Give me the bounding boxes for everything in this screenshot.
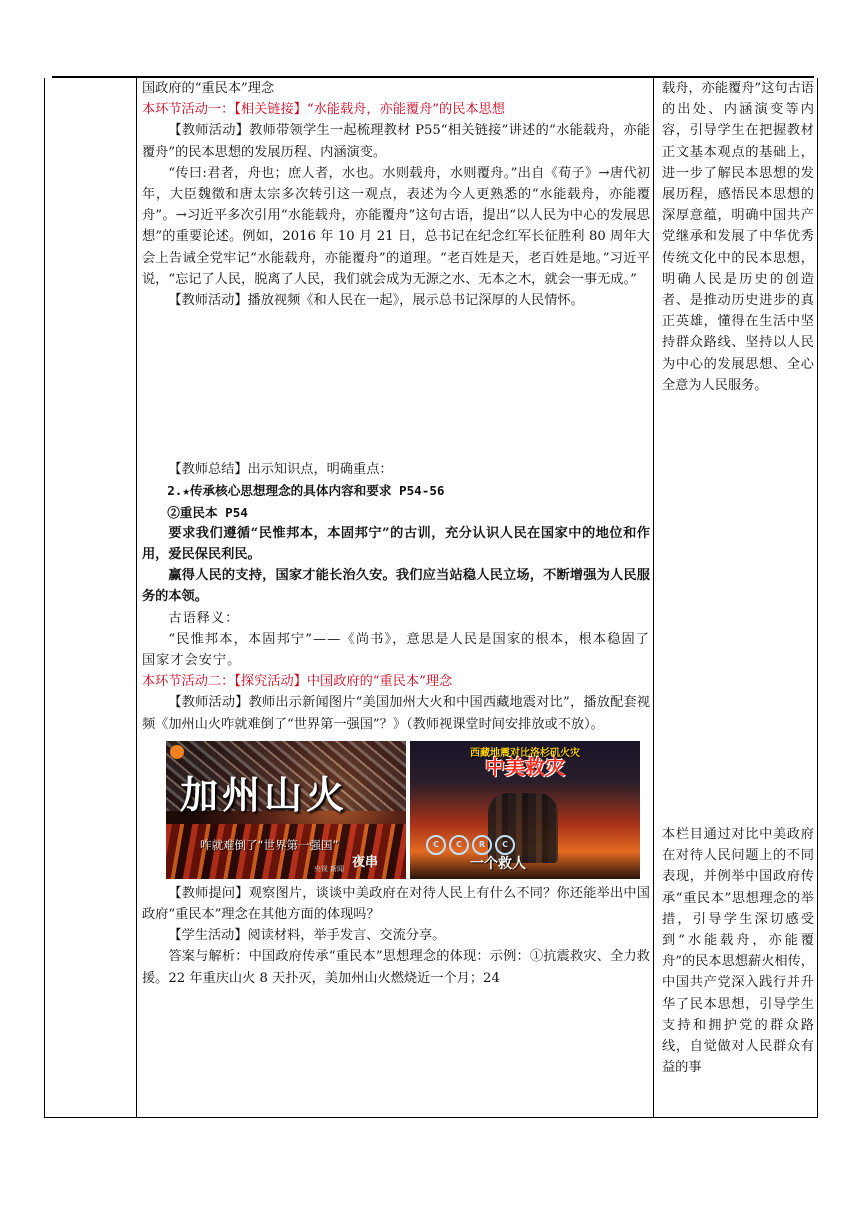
teacher-summary: 【教师总结】出示知识点，明确重点： bbox=[168, 462, 393, 478]
play-logo-icon bbox=[170, 745, 184, 759]
gloss-label: 古语释义： bbox=[168, 610, 240, 626]
answer-analysis: 答案与解析：中国政府传承“重民本”思想理念的体现：示例：①抗震救灾、全力救援。22 年重庆山火 8 天扑灭，美加州山火燃烧近一个月；24 bbox=[142, 949, 650, 986]
video-paragraph: 【教师活动】播放视频《和人民在一起》，展示总书记深厚的人民情怀。 bbox=[168, 293, 584, 309]
teaching-process-column bbox=[142, 78, 650, 989]
image2-bottom-caption: 一个救人 bbox=[470, 855, 526, 872]
comparison-images bbox=[166, 741, 650, 879]
lesson-table bbox=[44, 78, 818, 1118]
image-brand: 夜串 bbox=[351, 854, 378, 870]
design-note-two: 本栏目通过对比中美政府在对待人民问题上的不同表现，并例举中国政府传承“重民本”思想理念的举措，引导学生深切感受到“水能载舟，亦能覆舟”的民本思想薪火相传，中国共产党深入践行并升华了民本思想，引导学生支持和拥护党的群众路线，自觉做对人民群众有益的事 bbox=[662, 827, 814, 1076]
disaster-rescue-image bbox=[410, 741, 640, 879]
column-divider-right bbox=[653, 78, 654, 1117]
design-intent-column bbox=[662, 78, 814, 1076]
blank-space bbox=[142, 311, 650, 459]
logo-circle-icon: C bbox=[495, 835, 515, 855]
image2-logo-circles bbox=[426, 835, 515, 855]
activity-two-heading: 本环节活动二：【探究活动】中国政府的“重民本”理念 bbox=[142, 674, 453, 690]
logo-circle-icon: C bbox=[449, 835, 469, 855]
image-brand-small: 央视 新闻 bbox=[313, 864, 344, 873]
logo-circle-icon: C bbox=[426, 835, 446, 855]
knowledge-point-title: 2.★传承核心思想理念的具体内容和要求 P54-56 bbox=[167, 483, 445, 499]
requirement-one: 要求我们遵循“民惟邦本，本固邦宁”的古训，充分认识人民在国家中的地位和作用，爱民保民利民。 bbox=[142, 525, 650, 563]
design-note-one: 载舟，亦能覆舟”这句古语的出处、内涵演变等内容，引导学生在把握教材正文基本观点的基础上，进一步了解民本思想的发展历程，感悟民本思想的深厚意蕴，明确中国共产党继承和发展了中华优秀传统文化中的民本思想，明确人民是历史的创造者、是推动历史进步的真正英雄，懂得在生活中坚持群众路线、坚持以人民为中心的发展思想、全心全意为人民服务。 bbox=[662, 81, 814, 393]
logo-circle-icon: R bbox=[472, 835, 492, 855]
image-subtitle: 咋就难倒了“世界第一强国” bbox=[200, 837, 339, 852]
news-image-paragraph: 【教师活动】教师出示新闻图片“美国加州大火和中国西藏地震对比”，播放配套视频《加州山火咋就难倒了“世界第一强国”？》（教师视课堂时间安排放或不放）。 bbox=[142, 695, 650, 732]
student-activity: 【学生活动】阅读材料，举手发言、交流分享。 bbox=[168, 928, 446, 944]
teacher-activity-paragraph: 【教师活动】教师带领学生一起梳理教材 P55“相关链接”讲述的“水能载舟，亦能覆舟”的民本思想的发展历程、内涵演变。 bbox=[142, 123, 650, 160]
image-title: 加州山火 bbox=[180, 772, 349, 817]
california-fire-image bbox=[166, 741, 406, 879]
image2-title: 中美救灾 bbox=[485, 754, 565, 779]
gloss-text: “民惟邦本，本固邦宁”——《尚书》，意思是人民是国家的根本，根本稳固了国家才会安宁。 bbox=[142, 631, 650, 669]
teacher-question: 【教师提问】观察图片，谈谈中美政府在对待人民上有什么不同？你还能举出中国政府“重民本”理念在其他方面的体现吗？ bbox=[142, 885, 650, 923]
image2-top-caption: 西藏地震对比洛杉矶火灾 bbox=[470, 747, 580, 759]
column-divider-left bbox=[136, 78, 137, 1117]
activity-one-heading: 本环节活动一：【相关链接】“水能载舟，亦能覆舟”的民本思想 bbox=[142, 102, 505, 118]
knowledge-point-subtitle: ②重民本 P54 bbox=[167, 504, 248, 520]
continued-line: 国政府的“重民本”理念 bbox=[142, 81, 275, 96]
requirement-two: 赢得人民的支持，国家才能长治久安。我们应当站稳人民立场，不断增强为人民服务的本领。 bbox=[142, 568, 650, 605]
quote-history-paragraph: “传曰:君者，舟也；庶人者，水也。水则载舟，水则覆舟。”出自《荀子》→唐代初年，大臣魏徵和唐太宗多次转引这一观点，表述为今人更熟悉的“水能载舟，亦能覆舟”。→习近平多次引用“水能载舟，亦能覆舟”这句古语，提出“以人民为中心的发展思想”的重要论述。例如，2016 年 10 月 21 日，总书记在纪念红军长征胜利 80 周年大会上告诫全党牢记“水能载舟，亦能覆舟”的道理。“老百姓是天，老百姓是地。”习近平说，“忘记了人民，脱离了人民，我们就会成为无源之水、无本之木，就会一事无成。” bbox=[142, 165, 650, 287]
